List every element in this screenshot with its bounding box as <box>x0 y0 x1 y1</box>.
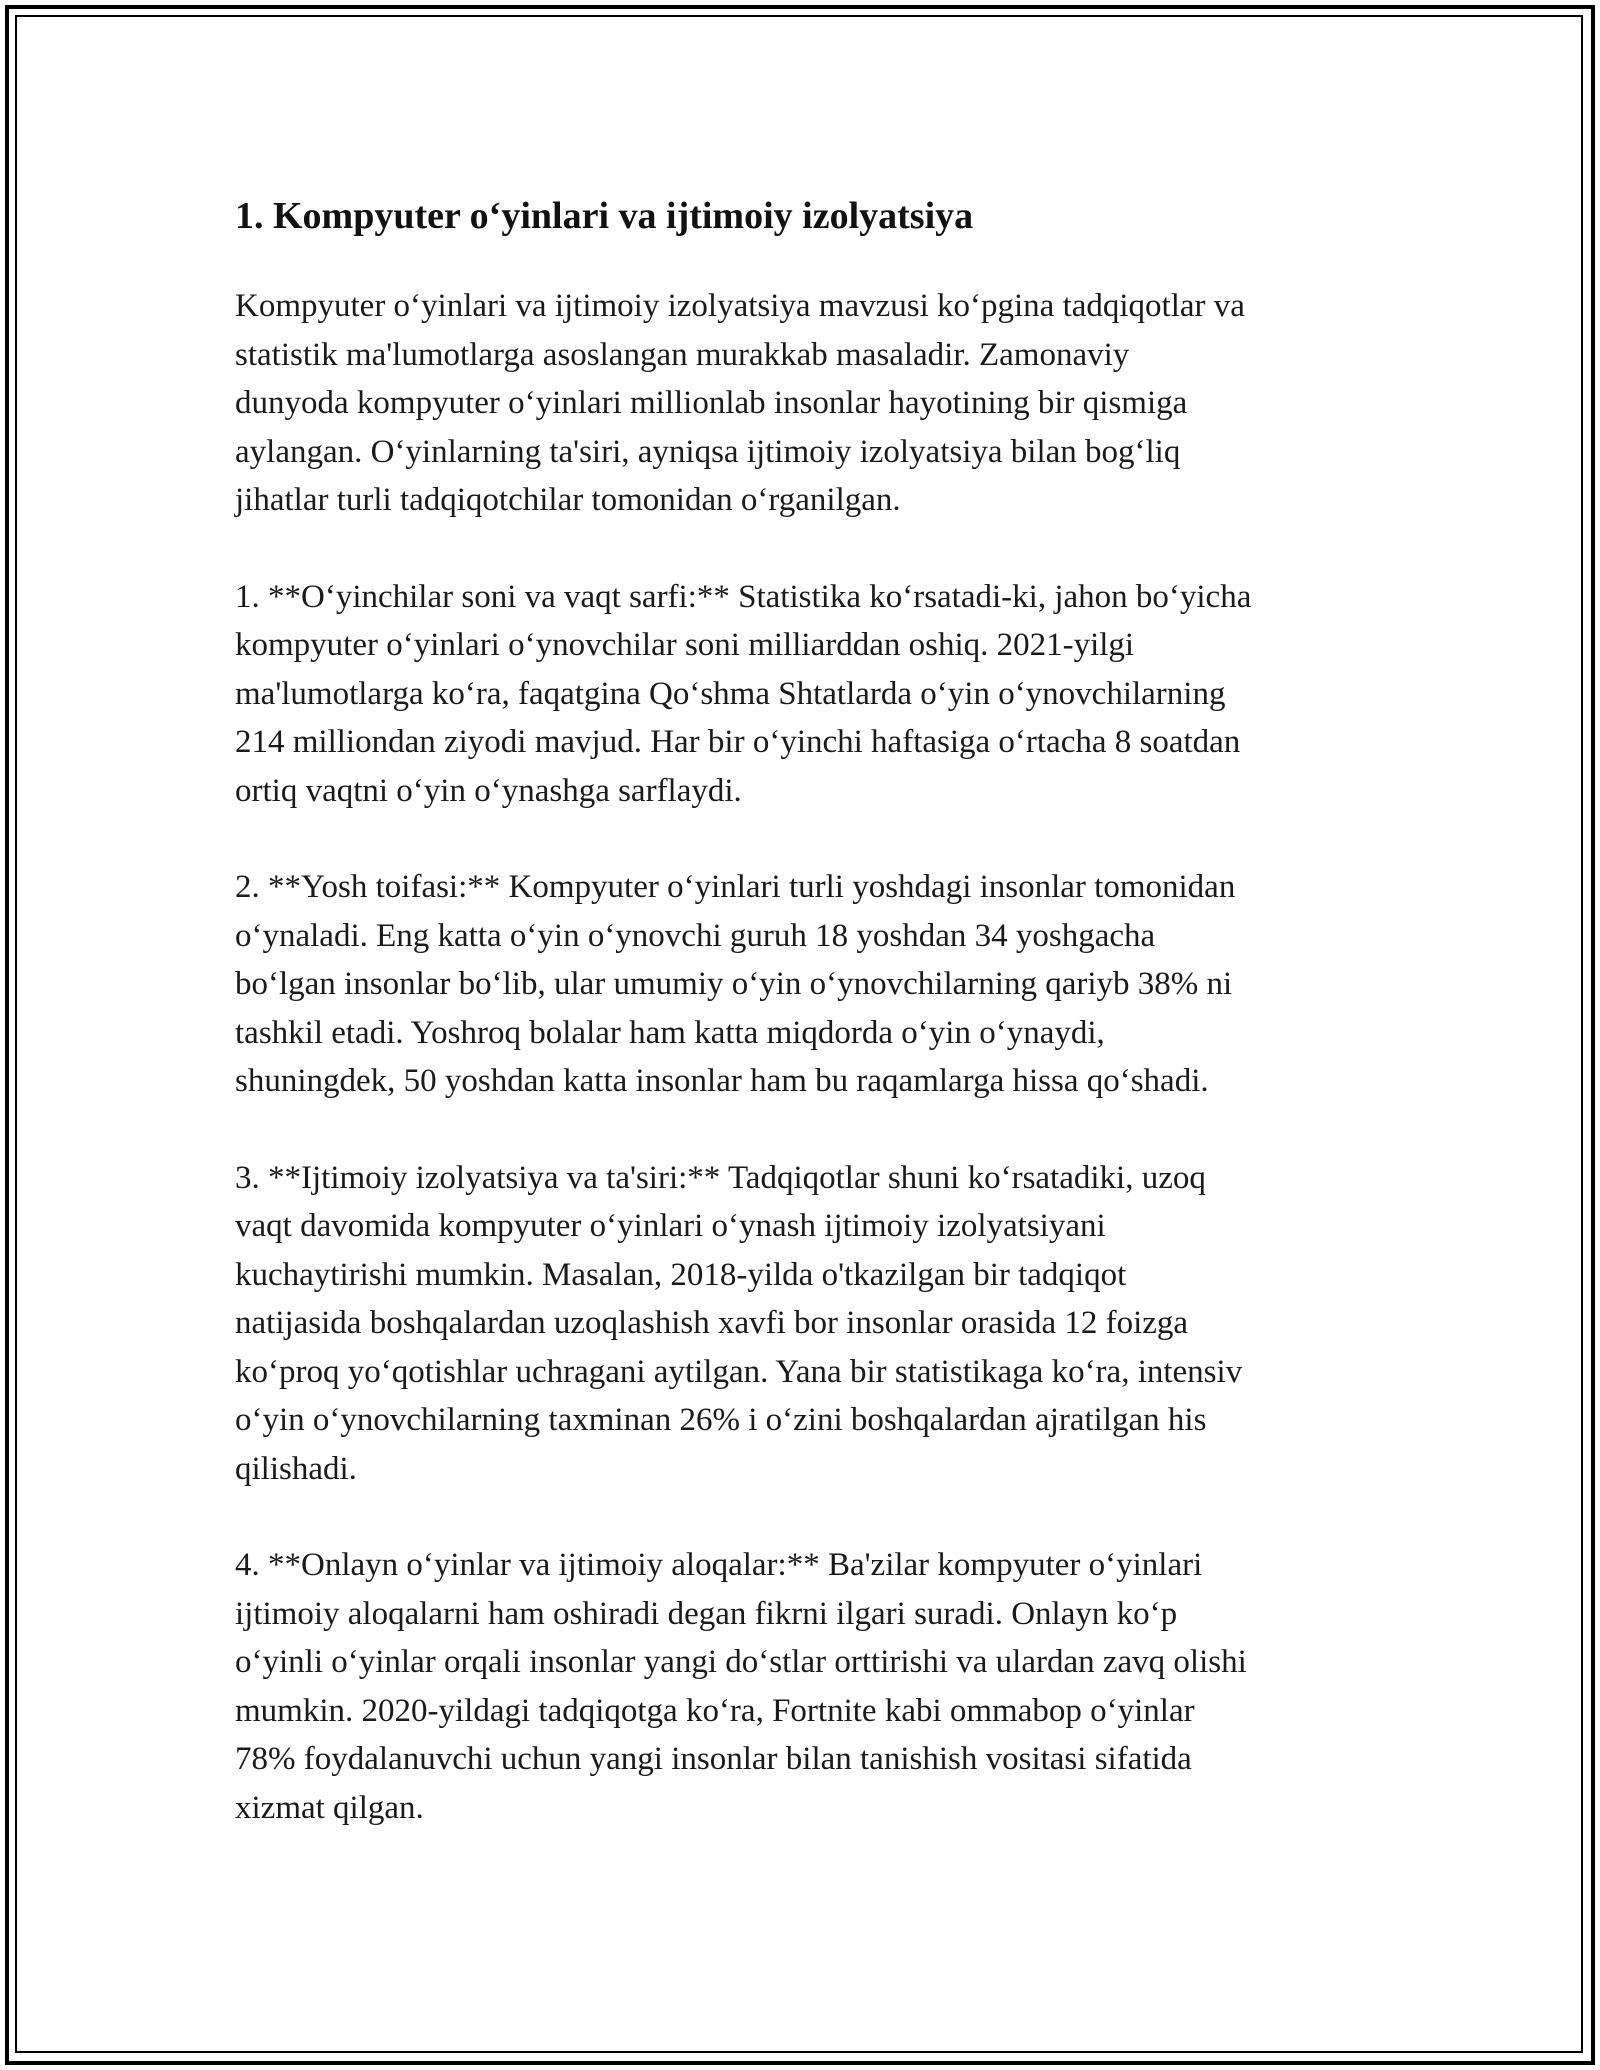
paragraph-line: o‘yinli o‘yinlar orqali insonlar yangi do‘stlar orttirishi va ulardan zavq olishi <box>235 1644 1247 1680</box>
paragraph-line: shuningdek, 50 yoshdan katta insonlar ham bu raqamlarga hissa qo‘shadi. <box>235 1063 1209 1099</box>
paragraph-line: dunyoda kompyuter o‘yinlari millionlab insonlar hayotining bir qismiga <box>235 385 1188 421</box>
paragraph-line: bo‘lgan insonlar bo‘lib, ular umumiy o‘yin o‘ynovchilarning qariyb 38% ni <box>235 966 1233 1002</box>
paragraph-list <box>235 282 1375 1832</box>
paragraph-4 <box>235 1154 1375 1494</box>
paragraph-line: aylangan. O‘yinlarning ta'siri, ayniqsa ijtimoiy izolyatsiya bilan bog‘liq <box>235 433 1181 470</box>
paragraph-line: statistik ma'lumotlarga asoslangan murakkab masaladir. Zamonaviy <box>235 336 1130 373</box>
paragraph-line: 78% foydalanuvchi uchun yangi insonlar bilan tanishish vositasi sifatida <box>235 1741 1192 1777</box>
paragraph-line: tashkil etadi. Yoshroq bolalar ham katta miqdorda o‘yin o‘ynaydi, <box>235 1014 1105 1051</box>
paragraph-line: jihatlar turli tadqiqotchilar tomonidan o‘rganilgan. <box>235 482 901 518</box>
paragraph-line: o‘ynaladi. Eng katta o‘yin o‘ynovchi guruh 18 yoshdan 34 yoshgacha <box>235 917 1156 954</box>
paragraph-line: ko‘proq yo‘qotishlar uchragani aytilgan. Yana bir statistikaga ko‘ra, intensiv <box>235 1353 1243 1390</box>
paragraph-line: Kompyuter o‘yinlari va ijtimoiy izolyatsiya mavzusi ko‘pgina tadqiqotlar va <box>235 288 1245 324</box>
paragraph-line: xizmat qilgan. <box>235 1789 424 1826</box>
paragraph-line: kuchaytirishi mumkin. Masalan, 2018-yilda o'tkazilgan bir tadqiqot <box>235 1256 1127 1293</box>
paragraph-line: o‘yin o‘ynovchilarning taxminan 26% i o‘zini boshqalardan ajratilgan his <box>235 1402 1207 1438</box>
paragraph-line: vaqt davomida kompyuter o‘yinlari o‘ynash ijtimoiy izolyatsiyani <box>235 1208 1106 1244</box>
paragraph-line: 4. **Onlayn o‘yinlar va ijtimoiy aloqalar:** Ba'zilar kompyuter o‘yinlari <box>235 1547 1203 1583</box>
document-body <box>235 180 1375 1880</box>
paragraph-line: mumkin. 2020-yildagi tadqiqotga ko‘ra, Fortnite kabi ommabop o‘yinlar <box>235 1692 1195 1729</box>
paragraph-3 <box>235 863 1375 1106</box>
document-title: 1. Kompyuter o‘yinlari va ijtimoiy izolyatsiya <box>235 195 974 237</box>
paragraph-2 <box>235 573 1375 816</box>
paragraph-line: qilishadi. <box>235 1450 357 1487</box>
paragraph-line: kompyuter o‘yinlari o‘ynovchilar soni milliarddan oshiq. 2021-yilgi <box>235 627 1135 663</box>
paragraph-line: ijtimoiy aloqalarni ham oshiradi degan fikrni ilgari suradi. Onlayn ko‘p <box>235 1595 1178 1632</box>
paragraph-line: 214 milliondan ziyodi mavjud. Har bir o‘yinchi haftasiga o‘rtacha 8 soatdan <box>235 724 1241 760</box>
paragraph-line: 2. **Yosh toifasi:** Kompyuter o‘yinlari turli yoshdagi insonlar tomonidan <box>235 869 1236 905</box>
paragraph-line: 1. **O‘yinchilar soni va vaqt sarfi:** Statistika ko‘rsatadi-ki, jahon bo‘yicha <box>235 578 1252 615</box>
paragraph-line: natijasida boshqalardan uzoqlashish xavfi bor insonlar orasida 12 foizga <box>235 1305 1189 1341</box>
paragraph-5 <box>235 1541 1375 1832</box>
paragraph-line: ortiq vaqtni o‘yin o‘ynashga sarflaydi. <box>235 772 742 809</box>
paragraph-1 <box>235 282 1375 525</box>
paragraph-line: 3. **Ijtimoiy izolyatsiya va ta'siri:** Tadqiqotlar shuni ko‘rsatadiki, uzoq <box>235 1159 1206 1196</box>
paragraph-line: ma'lumotlarga ko‘ra, faqatgina Qo‘shma Shtatlarda o‘yin o‘ynovchilarning <box>235 675 1226 712</box>
